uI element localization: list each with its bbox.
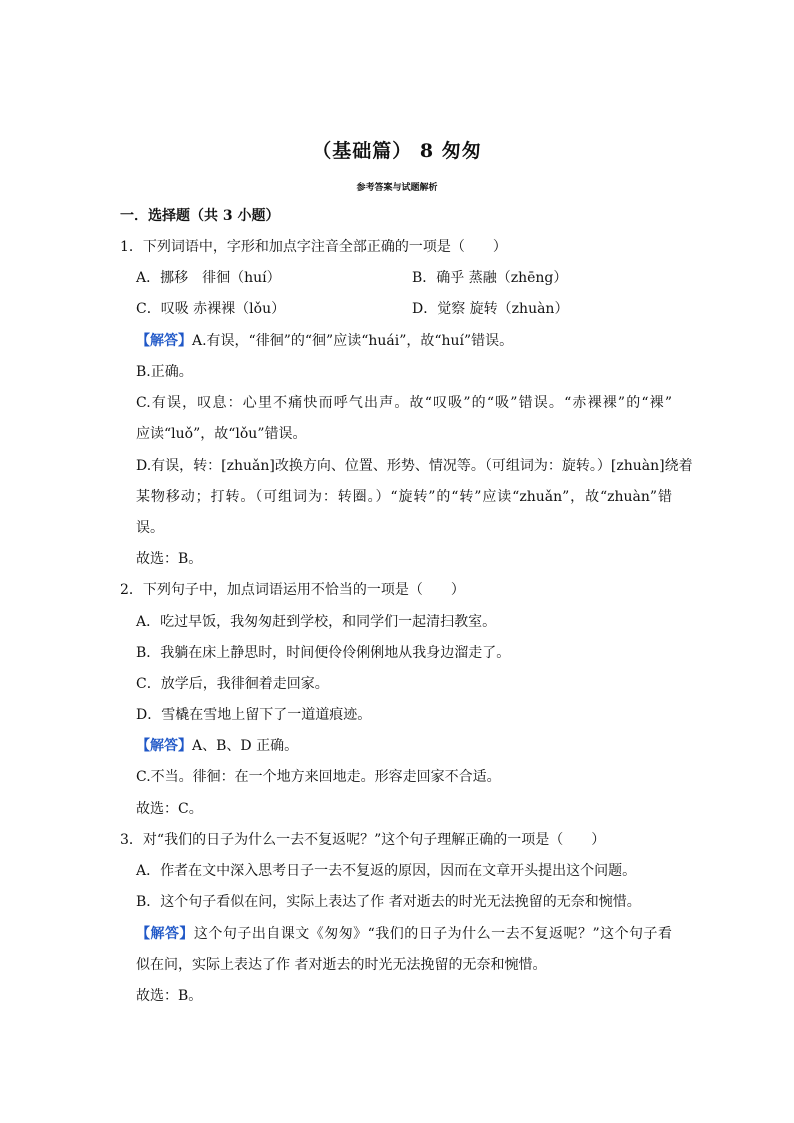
page-title: （基础篇） 8 匆匆 [312,140,482,162]
section-heading: 一．选择题（共 3 小题） [120,208,280,224]
question-1-stem: 1．下列词语中，字形和加点字注音全部正确的一项是（ ） [120,239,507,255]
answer-text: A、B、D 正确。 [192,738,299,754]
question-2-answer-line-1 [136,736,298,756]
answer-tag: 【解答】 [136,333,192,349]
question-1-option-b: B．确乎 蒸融（zhēng） [412,270,568,286]
question-3-result: 故选：B。 [136,988,203,1004]
question-3-option-b: B．这个句子看似在问，实际上表达了作 者对逝去的时光无法挽留的无奈和惋惜。 [136,894,641,910]
question-1-option-c: C．叹吸 赤裸裸（lǒu） [136,301,286,317]
question-3-stem: 3．对“我们的日子为什么一去不复返呢？”这个句子理解正确的一项是（ ） [120,832,606,848]
answer-text: A.有误，“徘徊”的“徊”应读“huái”，故“huí”错误。 [192,333,514,349]
question-1-answer-line-7: 误。 [136,520,164,536]
question-2-stem: 2．下列句子中，加点词语运用不恰当的一项是（ ） [120,582,465,598]
question-1-answer-line-3: C.有误，叹息：心里不痛快而呼气出声。故“叹吸”的“吸”错误。“赤裸裸”的“裸” [136,395,672,411]
question-3-answer-line-1 [136,924,672,944]
question-1-answer-line-5: D.有误，转：[zhuǎn]改换方向、位置、形势、情况等。（可组词为：旋转。）[zhuàn]绕着 [136,458,693,474]
question-2-option-a: A．吃过早饭，我匆匆赶到学校，和同学们一起清扫教室。 [136,614,497,630]
question-2-option-b: B．我躺在床上静思时，时间便伶伶俐俐地从我身边溜走了。 [136,645,511,661]
question-1-answer-line-4: 应读“luǒ”，故“lǒu”错误。 [136,426,307,442]
question-3-answer-line-2: 似在问，实际上表达了作 者对逝去的时光无法挽留的无奈和惋惜。 [136,957,547,973]
question-1-answer-line-2: B.正确。 [136,364,193,380]
question-1-option-a: A．挪移 徘徊（huí） [136,270,281,286]
question-2-option-d: D．雪橇在雪地上留下了一道道痕迹。 [136,707,372,723]
question-1-result: 故选：B。 [136,551,203,567]
question-2-result: 故选：C。 [136,801,203,817]
answer-tag: 【解答】 [136,926,194,942]
question-2-answer-line-2: C.不当。徘徊：在一个地方来回地走。形容走回家不合适。 [136,769,501,785]
page-subtitle: 参考答案与试题解析 [356,183,438,193]
question-3-option-a: A．作者在文中深入思考日子一去不复返的原因，因而在文章开头提出这个问题。 [136,863,637,879]
answer-tag: 【解答】 [136,738,192,754]
answer-text: 这个句子出自课文《匆匆》“我们的日子为什么一去不复返呢？”这个句子看 [193,926,673,942]
question-2-option-c: C．放学后，我徘徊着走回家。 [136,676,329,692]
question-1-answer-line-1 [136,331,513,351]
question-1-option-d: D．觉察 旋转（zhuàn） [412,301,569,317]
question-1-answer-line-6: 某物移动；打转。（可组词为：转圈。）“旋转”的“转”应读“zhuǎn”，故“zhuàn”错 [136,489,672,505]
